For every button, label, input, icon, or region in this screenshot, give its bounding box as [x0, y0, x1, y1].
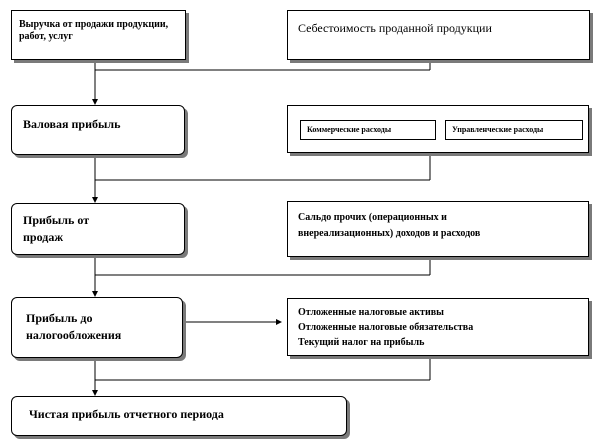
gross-profit-box — [11, 105, 185, 155]
sales-profit-box — [11, 203, 185, 255]
tax-label-line3: Текущий налог на прибыль — [298, 337, 425, 348]
administrative-expenses-label: Управленческие расходы — [452, 125, 544, 134]
sales-profit-label-line2: продаж — [23, 230, 64, 244]
pretax-profit-label-line2: налогообложения — [26, 328, 122, 342]
net-profit-label: Чистая прибыль отчетного периода — [29, 407, 224, 421]
administrative-expenses-box — [445, 120, 583, 140]
expenses-box — [287, 105, 589, 153]
pretax-profit-box — [11, 297, 183, 358]
net-profit-box — [11, 396, 347, 436]
revenue-label: Выручка от продажи продукции, работ, услуг — [19, 19, 169, 42]
other-balance-box — [287, 201, 589, 257]
revenue-box — [11, 10, 186, 60]
cost-of-sales-box — [287, 10, 590, 60]
tax-label-line2: Отложенные налоговые обязательства — [298, 322, 474, 333]
tax-box — [287, 298, 589, 356]
commercial-expenses-box — [300, 120, 436, 140]
gross-profit-label: Валовая прибыль — [23, 117, 121, 131]
other-balance-label-line1: Сальдо прочих (операционных и — [298, 212, 447, 223]
cost-of-sales-label: Себестоимость проданной продукции — [298, 21, 492, 35]
pretax-profit-label-line1: Прибыль до — [26, 311, 93, 325]
commercial-expenses-label: Коммерческие расходы — [307, 125, 392, 134]
sales-profit-label-line1: Прибыль от — [23, 213, 90, 227]
tax-label-line1: Отложенные налоговые активы — [298, 307, 444, 318]
other-balance-label-line2: внереализационных) доходов и расходов — [298, 228, 481, 239]
